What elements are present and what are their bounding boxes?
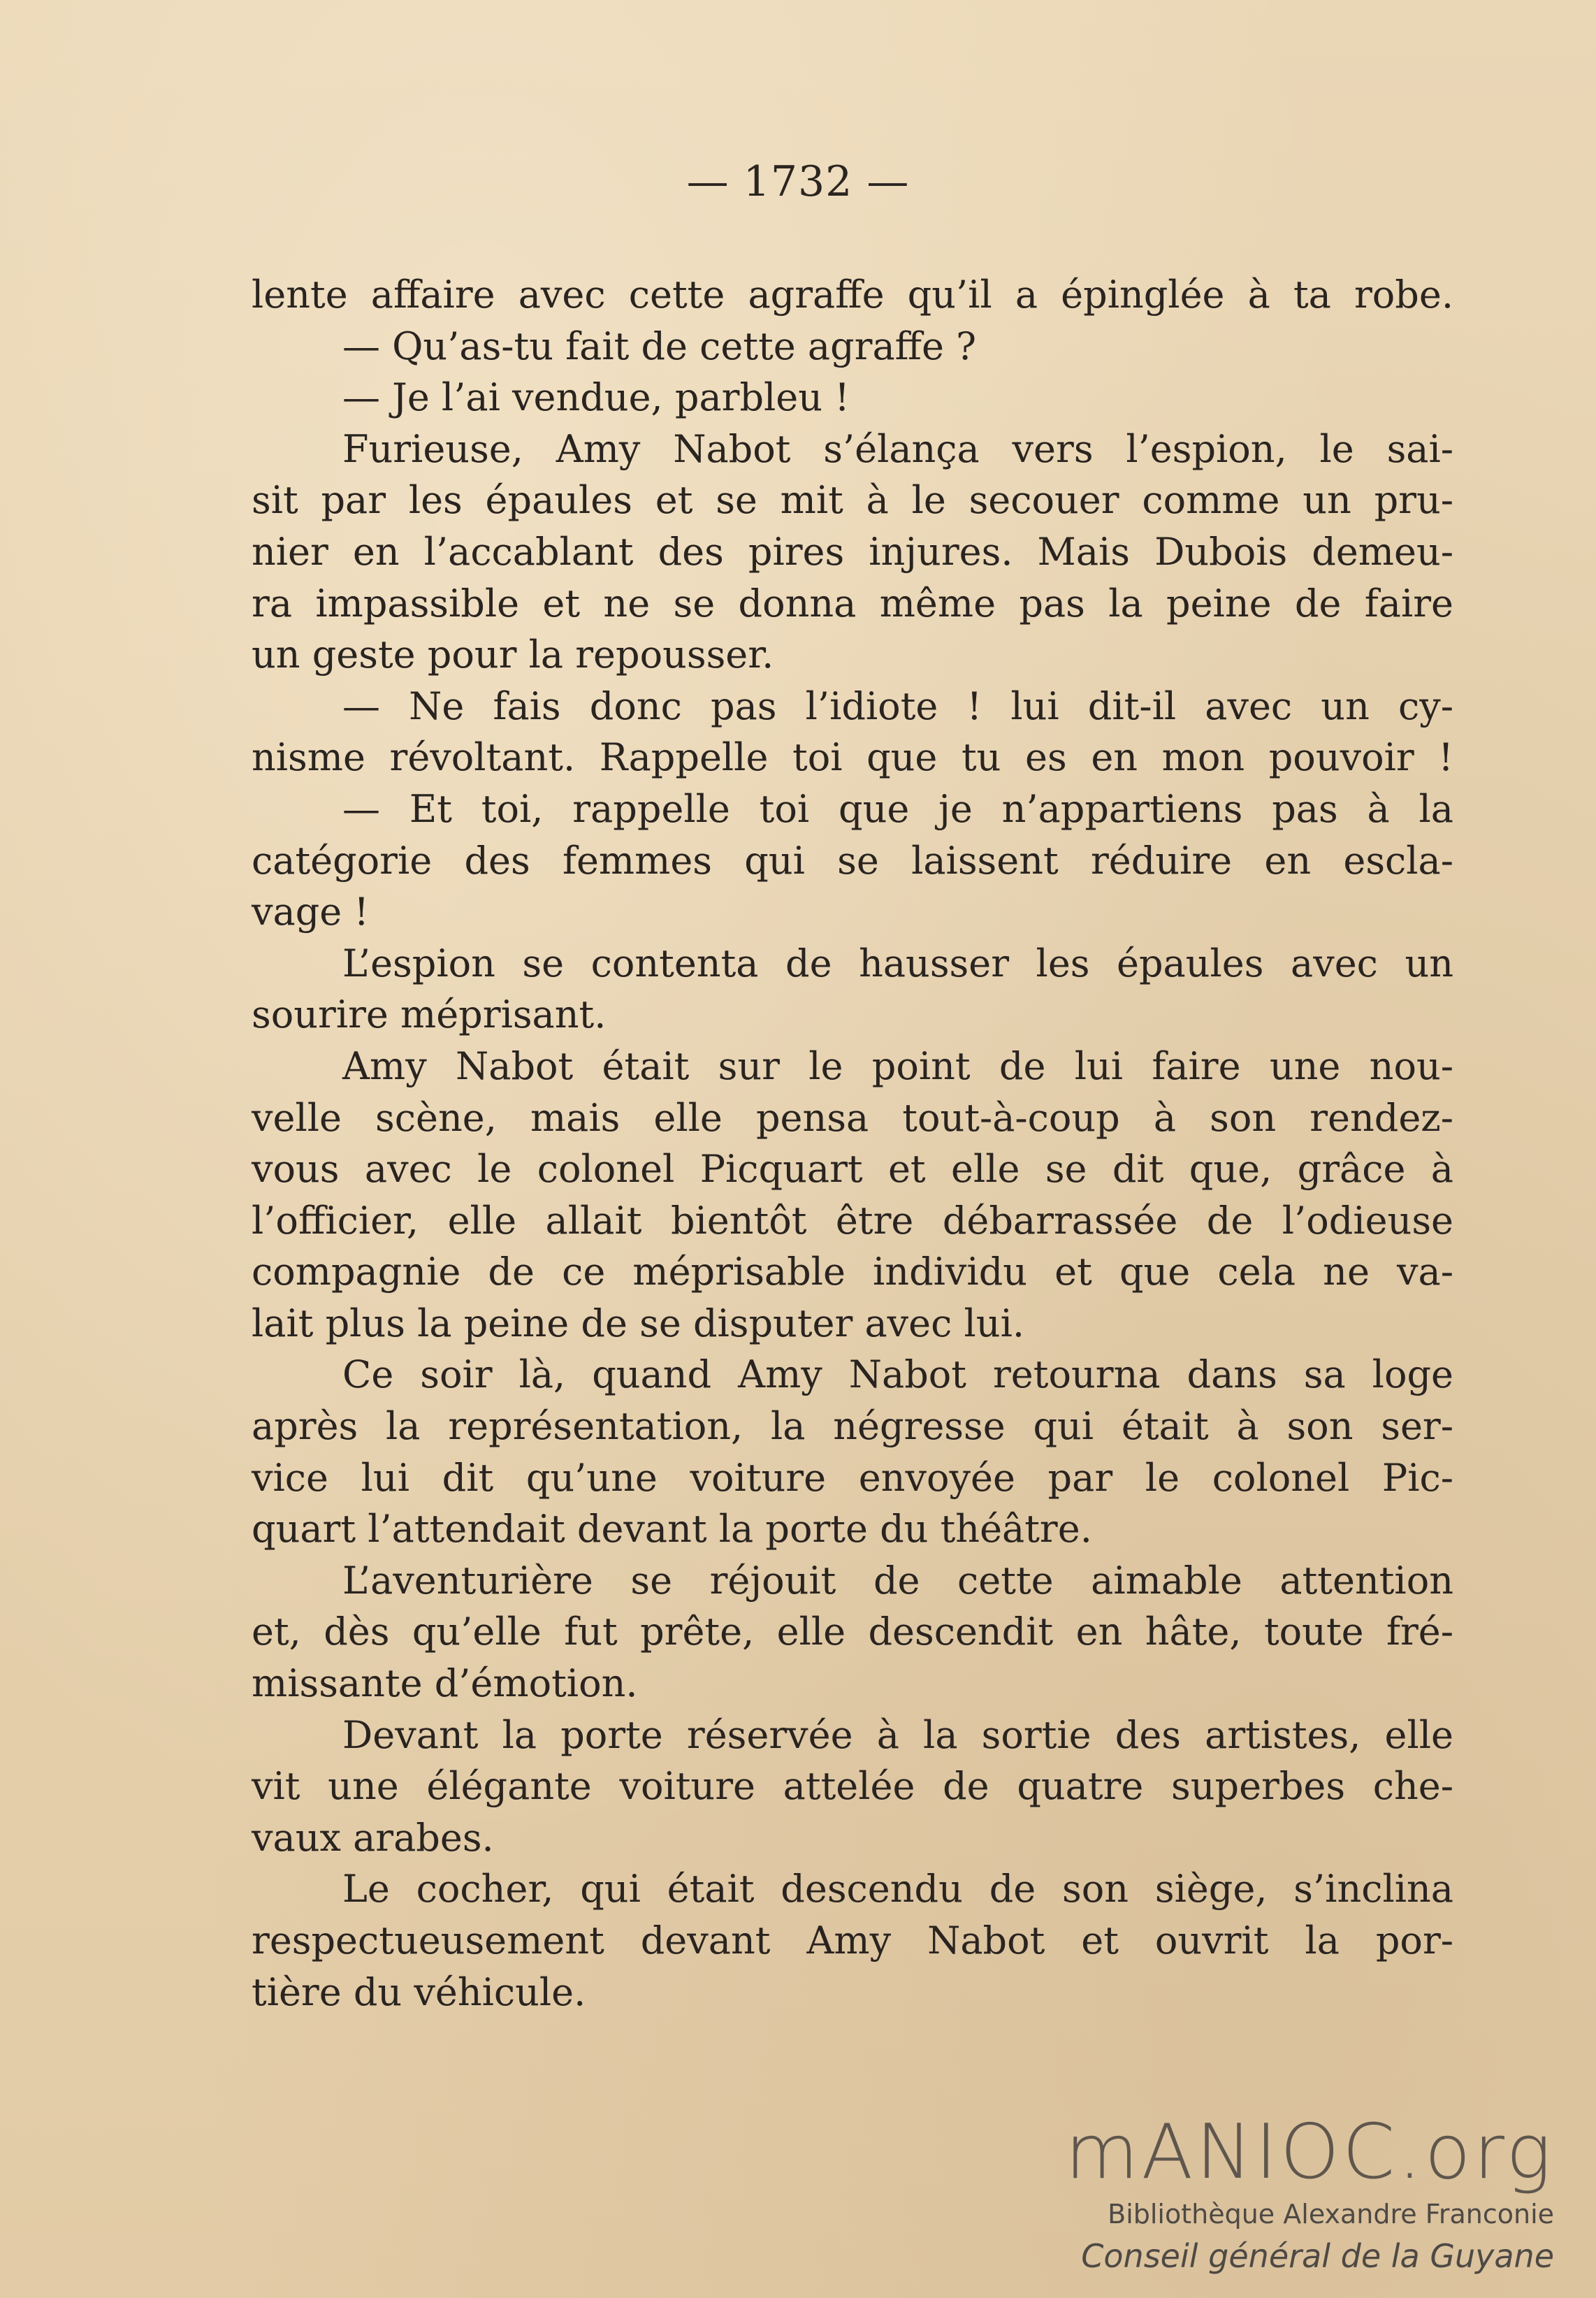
- text-line: nier en l’accablant des pires injures. Mais Dubois demeu-: [252, 529, 1453, 574]
- text-line: velle scène, mais elle pensa tout-à-coup à son rendez-: [252, 1095, 1453, 1140]
- page-number: — 1732 —: [686, 157, 910, 206]
- text-line: Amy Nabot était sur le point de lui faire une nou-: [342, 1043, 1453, 1088]
- manioc-watermark: [1065, 2111, 1554, 2278]
- text-line: L’espion se contenta de hausser les épaules avec un: [342, 941, 1453, 985]
- text-line: vit une élégante voiture attelée de quatre superbes che-: [252, 1764, 1453, 1809]
- text-line: et, dès qu’elle fut prête, elle descendit en hâte, toute fré-: [252, 1610, 1453, 1654]
- text-line: vage !: [252, 890, 370, 934]
- text-line: Furieuse, Amy Nabot s’élança vers l’espion, le sai-: [342, 426, 1453, 471]
- text-line: Ce soir là, quand Amy Nabot retourna dans sa loge: [342, 1352, 1453, 1397]
- text-line: — Ne fais donc pas l’idiote ! lui dit-il avec un cy-: [342, 684, 1453, 728]
- text-line: — Et toi, rappelle toi que je n’appartiens pas à la: [342, 786, 1453, 831]
- text-line: lente affaire avec cette agraffe qu’il a épinglée à ta robe.: [252, 273, 1453, 317]
- text-line: quart l’attendait devant la porte du théâtre.: [252, 1507, 1092, 1552]
- text-line: L’aventurière se réjouit de cette aimable attention: [342, 1558, 1453, 1603]
- text-line: vice lui dit qu’une voiture envoyée par le colonel Pic-: [252, 1455, 1453, 1500]
- text-line: sit par les épaules et se mit à le secouer comme un pru-: [252, 478, 1453, 523]
- text-line: vaux arabes.: [252, 1815, 494, 1860]
- text-line: compagnie de ce méprisable individu et que cela ne va-: [252, 1250, 1453, 1294]
- text-line: sourire méprisant.: [252, 992, 607, 1037]
- text-line: un geste pour la repousser.: [252, 633, 774, 677]
- text-line: missante d’émotion.: [252, 1661, 638, 1706]
- text-line: ra impassible et ne se donna même pas la peine de faire: [252, 581, 1453, 626]
- text-line: Le cocher, qui était descendu de son siège, s’inclina: [342, 1867, 1453, 1912]
- text-line: — Je l’ai vendue, parbleu !: [342, 375, 850, 420]
- watermark-library: Bibliothèque Alexandre Franconie: [1108, 2199, 1554, 2230]
- body-text: [252, 269, 1453, 2018]
- watermark-council: Conseil général de la Guyane: [1081, 2237, 1554, 2275]
- text-line: lait plus la peine de se disputer avec lui.: [252, 1301, 1025, 1345]
- text-line: vous avec le colonel Picquart et elle se dit que, grâce à: [252, 1147, 1453, 1192]
- text-line: l’officier, elle allait bientôt être débarrassée de l’odieuse: [252, 1198, 1453, 1243]
- text-line: respectueusement devant Amy Nabot et ouvrit la por-: [252, 1918, 1453, 1963]
- text-line: Devant la porte réservée à la sortie des artistes, elle: [342, 1712, 1453, 1757]
- text-line: — Qu’as-tu fait de cette agraffe ?: [342, 324, 977, 368]
- manioc-logo: mANIOC.org: [1065, 2109, 1554, 2196]
- text-line: tière du véhicule.: [252, 1970, 586, 2014]
- text-line: nisme révoltant. Rappelle toi que tu es en mon pouvoir !: [252, 735, 1453, 780]
- text-line: catégorie des femmes qui se laissent réduire en escla-: [252, 838, 1453, 883]
- text-line: après la représentation, la négresse qui était à son ser-: [252, 1404, 1453, 1449]
